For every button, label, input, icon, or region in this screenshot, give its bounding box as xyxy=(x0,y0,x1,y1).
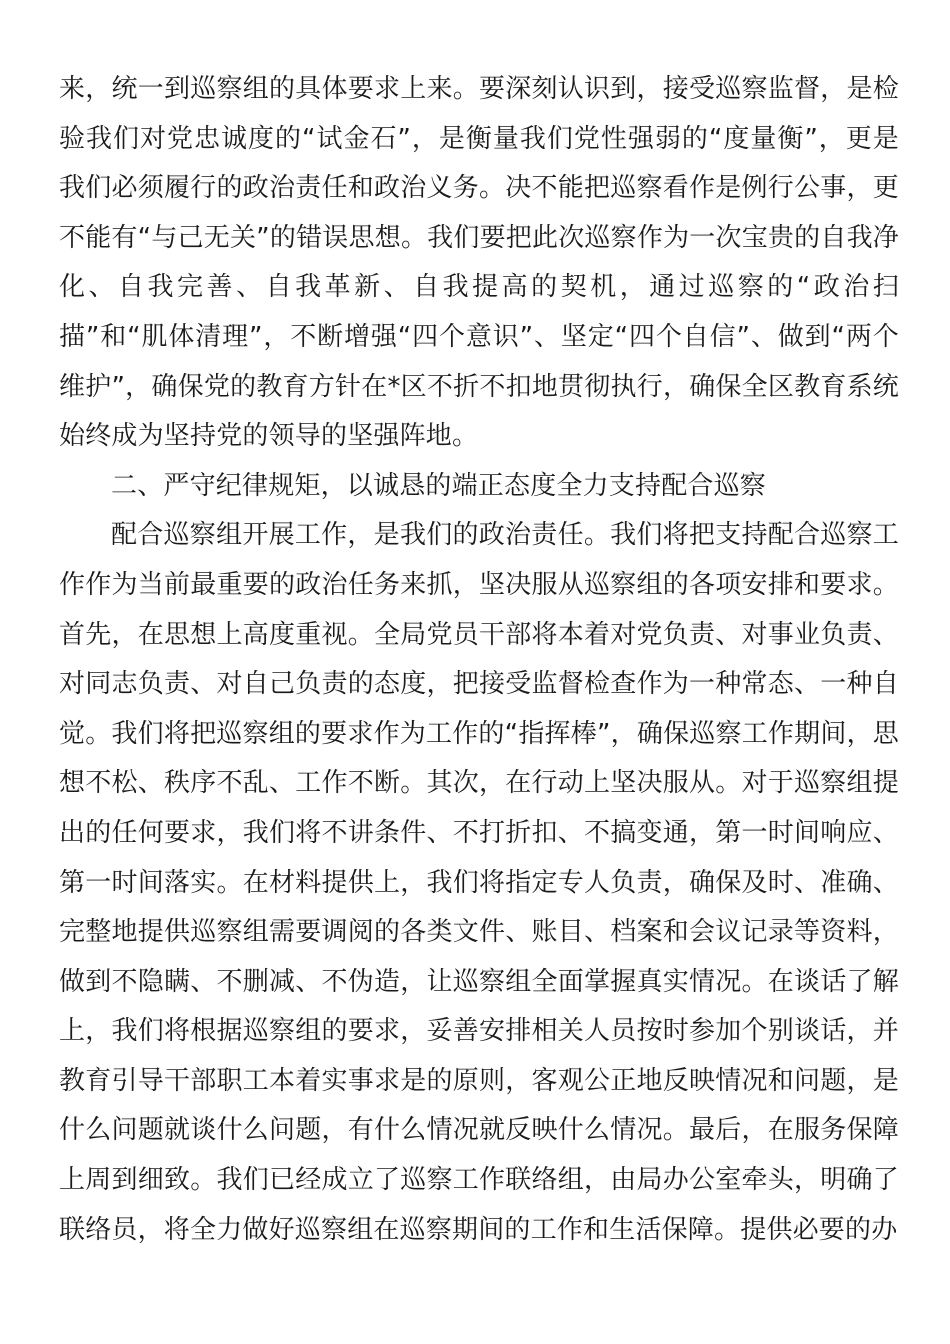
paragraph-body: 配合巡察组开展工作，是我们的政治责任。我们将把支持配合巡察工作作为当前最重要的政治任务来抓，坚决服从巡察组的各项安排和要求。首先，在思想上高度重视。全局党员干部将本着对党负责、对事业负责、对同志负责、对自己负责的态度，把接受监督检查作为一种常态、一种自觉。我们将把巡察组的要求作为工作的“指挥棒”，确保巡察工作期间，思想不松、秩序不乱、工作不断。其次，在行动上坚决服从。对于巡察组提出的任何要求，我们将不讲条件、不打折扣、不搞变通，第一时间响应、第一时间落实。在材料提供上，我们将指定专人负责，确保及时、准确、完整地提供巡察组需要调阅的各类文件、账目、档案和会议记录等资料，做到不隐瞒、不删减、不伪造，让巡察组全面掌握真实情况。在谈话了解上，我们将根据巡察组的要求，妥善安排相关人员按时参加个别谈话，并教育引导干部职工本着实事求是的原则，客观公正地反映情况和问题，是什么问题就谈什么问题，有什么情况就反映什么情况。最后，在服务保障上周到细致。我们已经成立了巡察工作联络组，由局办公室牵头，明确了联络员，将全力做好巡察组在巡察期间的工作和生活保障。提供必要的办 xyxy=(59,520,899,1245)
document-body xyxy=(59,65,899,1255)
paragraph-continued: 来，统一到巡察组的具体要求上来。要深刻认识到，接受巡察监督，是检验我们对党忠诚度的“试金石”，是衡量我们党性强弱的“度量衡”，更是我们必须履行的政治责任和政治义务。决不能把巡察看作是例行公事，更不能有“与己无关”的错误思想。我们要把此次巡察作为一次宝贵的自我净化、自我完善、自我革新、自我提高的契机，通过巡察的“政治扫描”和“肌体清理”，不断增强“四个意识”、坚定“四个自信”、做到“两个维护”，确保党的教育方针在*区不折不扣地贯彻执行，确保全区教育系统始终成为坚持党的领导的坚强阵地。 xyxy=(59,74,899,452)
section-heading: 二、严守纪律规矩，以诚恳的端正态度全力支持配合巡察 xyxy=(111,470,767,501)
